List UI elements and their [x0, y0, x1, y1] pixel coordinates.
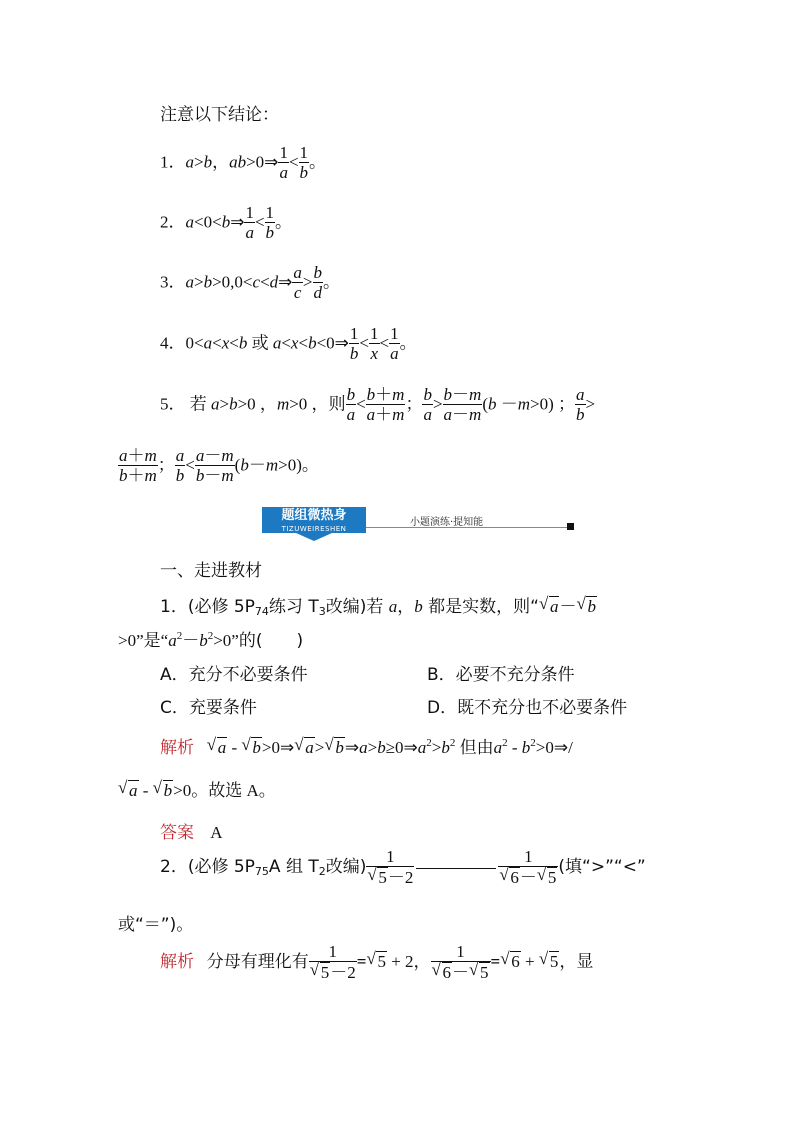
- q1-analysis: 解析 √ a - √ b>0⇒√ a>√ $b\Rightarrow a>b\ge 0\Rightarrow a^2>b^2$ 但由$a^2$ - $b^2>0\Rightarrow/$: [160, 733, 573, 758]
- conclusion-4: 4．0<a<x<b 或 a<x<b<0⇒ $\frac{1}{b}$ < $\frac{1}{x}$ < $\frac{1}{a}$ 。: [160, 324, 417, 363]
- banner-title: 题组微热身: [262, 507, 366, 533]
- conclusion-3: 3．a>b>0,0<c<d⇒ $\frac{a}{c}$ > $\frac{b}{d}$ 。: [160, 263, 341, 302]
- answer-label: 答案: [160, 823, 194, 843]
- question-2-cont: 或“＝”)。: [118, 915, 194, 935]
- q2-analysis: 解析 分母有理化有 1 √ 5－2 =√ 5 + 2， 1 √ 6－√ 5 =√ 6 + √ 5，显: [160, 943, 593, 983]
- conclusion-2: 2．a<0<b⇒ $\frac{1}{a}$ < $\frac{1}{b}$ 。: [160, 203, 293, 242]
- option-c: C．充要条件: [160, 698, 257, 718]
- option-b: B．必要不充分条件: [427, 665, 575, 685]
- conclusion-5: 5． 若 a>b>0 ，m>0 ，则 $\frac{b}{a}$ < $\frac{b+m}{a+m}$ ； $\frac{b}{a}$ > $\frac{b-m}{a-m}$ (b －m>0) ； $\frac{a}{b}$ >: [160, 385, 596, 424]
- question-1: 1．(必修 $5P_{74}$练习 $T_3$改编)若 a，b 都是实数，则“√ a－√ b: [160, 592, 597, 618]
- q1-answer: 答案 A: [160, 823, 223, 843]
- banner-arrow: [296, 533, 332, 541]
- question-2: 2．(必修 $5P_{75}A$ 组 $T_2$改编) 1 √ 5－2 1 √ 6－√ 5 (填“>”“<”: [160, 848, 646, 888]
- banner-subtitle: 小题演练·提知能: [410, 517, 484, 528]
- question-1-cont: >0”是“$a^2-b^2>0$”的( ): [118, 630, 304, 651]
- option-a: A．充分不必要条件: [160, 665, 308, 685]
- banner-pinyin: TIZUWEIRESHEN: [281, 525, 347, 533]
- option-d: D．既不充分也不必要条件: [427, 698, 628, 718]
- analysis-label: 解析: [160, 738, 194, 758]
- banner-square-icon: [567, 523, 574, 530]
- conclusion-1: 1．a>b，ab>0⇒ $\frac{1}{a}$ < $\frac{1}{b}$ 。: [160, 143, 327, 182]
- intro-text: 注意以下结论：: [160, 105, 279, 125]
- section-heading: 一、走进教材: [160, 561, 262, 581]
- q1-analysis-cont: √ a - √ b>0。故选 A。: [118, 776, 276, 801]
- conclusion-5-cont: $\frac{a+m}{b+m}$ ； $\frac{a}{b}$ < $\frac{a-m}{b-m}$ (b－m>0)。: [119, 446, 319, 485]
